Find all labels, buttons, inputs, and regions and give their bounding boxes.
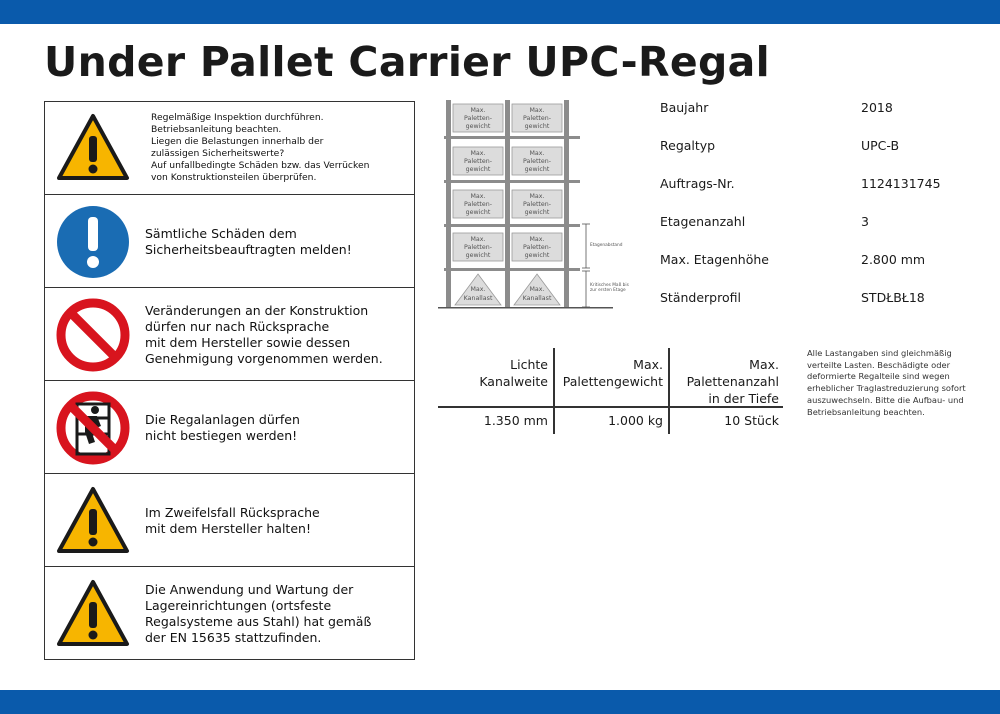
spec-value: UPC-B — [861, 138, 900, 153]
load-table — [438, 348, 783, 434]
note-line: Betriebsanleitung beachten. — [807, 406, 925, 417]
dimension-label-critical: zur ersten Etage — [590, 288, 626, 293]
sign-row-report-damage — [45, 195, 414, 288]
sign-text-line: Die Anwendung und Wartung der — [145, 582, 354, 597]
sign-text-line: Die Regalanlagen dürfen — [145, 412, 300, 427]
warning-triangle-icon — [55, 483, 131, 559]
sign-text-line: Regelmäßige Inspektion durchführen. — [151, 112, 324, 123]
channel-label: Max. — [470, 286, 486, 293]
sign-text-report-damage — [145, 226, 406, 258]
pallet-label: Max. — [529, 236, 545, 243]
sign-text-line: mit dem Hersteller halten! — [145, 521, 311, 536]
sign-row-inspection — [45, 102, 414, 195]
warning-triangle-icon — [55, 110, 131, 186]
sign-row-consult-manufacturer — [45, 474, 414, 567]
pallet-label: Paletten- — [463, 115, 493, 122]
sign-text-line: Liegen die Belastungen innerhalb der — [151, 136, 324, 147]
mandatory-action-icon — [55, 204, 131, 280]
no-climbing-icon — [55, 390, 131, 466]
sign-row-no-climbing — [45, 381, 414, 474]
pallet-label: gewicht — [524, 209, 550, 216]
pallet-label: gewicht — [524, 166, 550, 173]
spec-value: 1124131745 — [861, 176, 941, 191]
spec-value: 3 — [861, 214, 869, 229]
sign-text-consult-manufacturer — [145, 505, 406, 537]
table-divider — [438, 406, 783, 408]
spec-value: STDŁBŁ18 — [861, 290, 925, 305]
column-header-line: Max. — [749, 357, 779, 372]
sign-text-line: Genehmigung vorgenommen werden. — [145, 351, 383, 366]
column-header-line: Palettengewicht — [562, 374, 663, 389]
sign-text-line: von Konstruktionsteilen überprüfen. — [151, 172, 317, 183]
pallet-label: Max. — [529, 107, 545, 114]
pallet-label: Paletten- — [463, 201, 493, 208]
spec-row-year — [660, 100, 960, 120]
spec-label: Etagenanzahl — [660, 214, 746, 229]
spec-row-upright-profile — [660, 290, 960, 310]
sign-text-line: dürfen nur nach Rücksprache — [145, 319, 330, 334]
pallet-label: Paletten- — [522, 244, 552, 251]
column-header-line: Palettenanzahl — [686, 374, 779, 389]
spec-row-order-number — [660, 176, 960, 196]
channel-label: Kanallast — [463, 295, 493, 302]
spec-label: Regaltyp — [660, 138, 716, 153]
pallet-label: Paletten- — [522, 201, 552, 208]
spec-row-type — [660, 138, 960, 158]
table-cell: 1.000 kg — [608, 413, 663, 428]
pallet-label: Paletten- — [522, 158, 552, 165]
pallet-label: Paletten- — [522, 115, 552, 122]
column-header — [563, 356, 663, 390]
pallet-label: Max. — [529, 150, 545, 157]
pallet-label: Paletten- — [463, 244, 493, 251]
sign-row-no-modification — [45, 288, 414, 381]
dimension-label-level: Etagenabstand — [590, 243, 623, 248]
sign-text-line: Auf unfallbedingte Schäden bzw. das Verrücken — [151, 160, 370, 171]
sign-text-line: Regalsysteme aus Stahl) hat gemäß — [145, 614, 372, 629]
note-line: auszuwechseln. Bitte die Aufbau- und — [807, 394, 964, 405]
note-line: verteilte Lasten. Beschädigte oder — [807, 359, 951, 370]
bottom-color-band — [0, 690, 1000, 714]
note-line: deformierte Regalteile sind wegen — [807, 371, 950, 382]
spec-label: Max. Etagenhöhe — [660, 252, 769, 267]
pallet-label: gewicht — [465, 209, 491, 216]
pallet-label: Max. — [470, 236, 486, 243]
table-cell: 1.350 mm — [483, 413, 548, 428]
sign-row-en15635 — [45, 567, 414, 661]
pallet-label: gewicht — [465, 123, 491, 130]
sign-text-no-climbing — [145, 412, 406, 444]
sign-text-inspection — [151, 112, 406, 184]
pallet-label: gewicht — [524, 123, 550, 130]
column-header — [687, 356, 779, 407]
dimension-label-critical: Kritisches Maß bis — [590, 283, 629, 288]
pallet-label: gewicht — [465, 252, 491, 259]
pallet-label: gewicht — [465, 166, 491, 173]
spec-row-max-level-height — [660, 252, 960, 272]
sign-text-line: Im Zweifelsfall Rücksprache — [145, 505, 320, 520]
pallet-label: Max. — [470, 150, 486, 157]
column-header-line: Lichte — [510, 357, 548, 372]
channel-label: Max. — [529, 286, 545, 293]
column-header-line: in der Tiefe — [708, 391, 779, 406]
sign-text-en15635 — [145, 582, 406, 646]
pallet-label: Max. — [529, 193, 545, 200]
spec-label: Baujahr — [660, 100, 709, 115]
note-line: erheblicher Traglastreduzierung sofort — [807, 383, 966, 394]
spec-value: 2018 — [861, 100, 893, 115]
top-color-band — [0, 0, 1000, 24]
prohibition-icon — [55, 297, 131, 373]
sign-text-line: Sämtliche Schäden dem — [145, 226, 297, 241]
sign-text-line: Lagereinrichtungen (ortsfeste — [145, 598, 332, 613]
column-header-line: Kanalweite — [479, 374, 548, 389]
table-cell: 10 Stück — [724, 413, 779, 428]
sign-text-line: Veränderungen an der Konstruktion — [145, 303, 369, 318]
warning-triangle-icon — [55, 576, 131, 652]
sign-text-line: nicht bestiegen werden! — [145, 428, 298, 443]
sign-text-no-modification — [145, 303, 406, 367]
rack-diagram — [438, 100, 629, 312]
pallet-label: Max. — [470, 107, 486, 114]
sign-text-line: der EN 15635 stattzufinden. — [145, 630, 322, 645]
spec-label: Auftrags-Nr. — [660, 176, 735, 191]
spec-row-level-count — [660, 214, 960, 234]
pallet-label: Max. — [470, 193, 486, 200]
sign-text-line: Betriebsanleitung beachten. — [151, 124, 282, 135]
spec-label: Ständerprofil — [660, 290, 741, 305]
sign-text-line: Sicherheitsbeauftragten melden! — [145, 242, 352, 257]
table-divider — [668, 348, 670, 434]
safety-signs-panel — [44, 101, 415, 660]
pallet-label: gewicht — [524, 252, 550, 259]
sign-text-line: zulässigen Sicherheitswerte? — [151, 148, 285, 159]
sign-text-line: mit dem Hersteller sowie dessen — [145, 335, 351, 350]
page-title: Under Pallet Carrier UPC-Regal — [44, 38, 770, 86]
spec-value: 2.800 mm — [861, 252, 926, 267]
table-divider — [553, 348, 555, 434]
pallet-label: Paletten- — [463, 158, 493, 165]
column-header-line: Max. — [633, 357, 663, 372]
channel-label: Kanallast — [522, 295, 552, 302]
column-header — [479, 356, 548, 390]
note-line: Alle Lastangaben sind gleichmäßig — [807, 348, 952, 358]
load-note — [807, 348, 967, 418]
